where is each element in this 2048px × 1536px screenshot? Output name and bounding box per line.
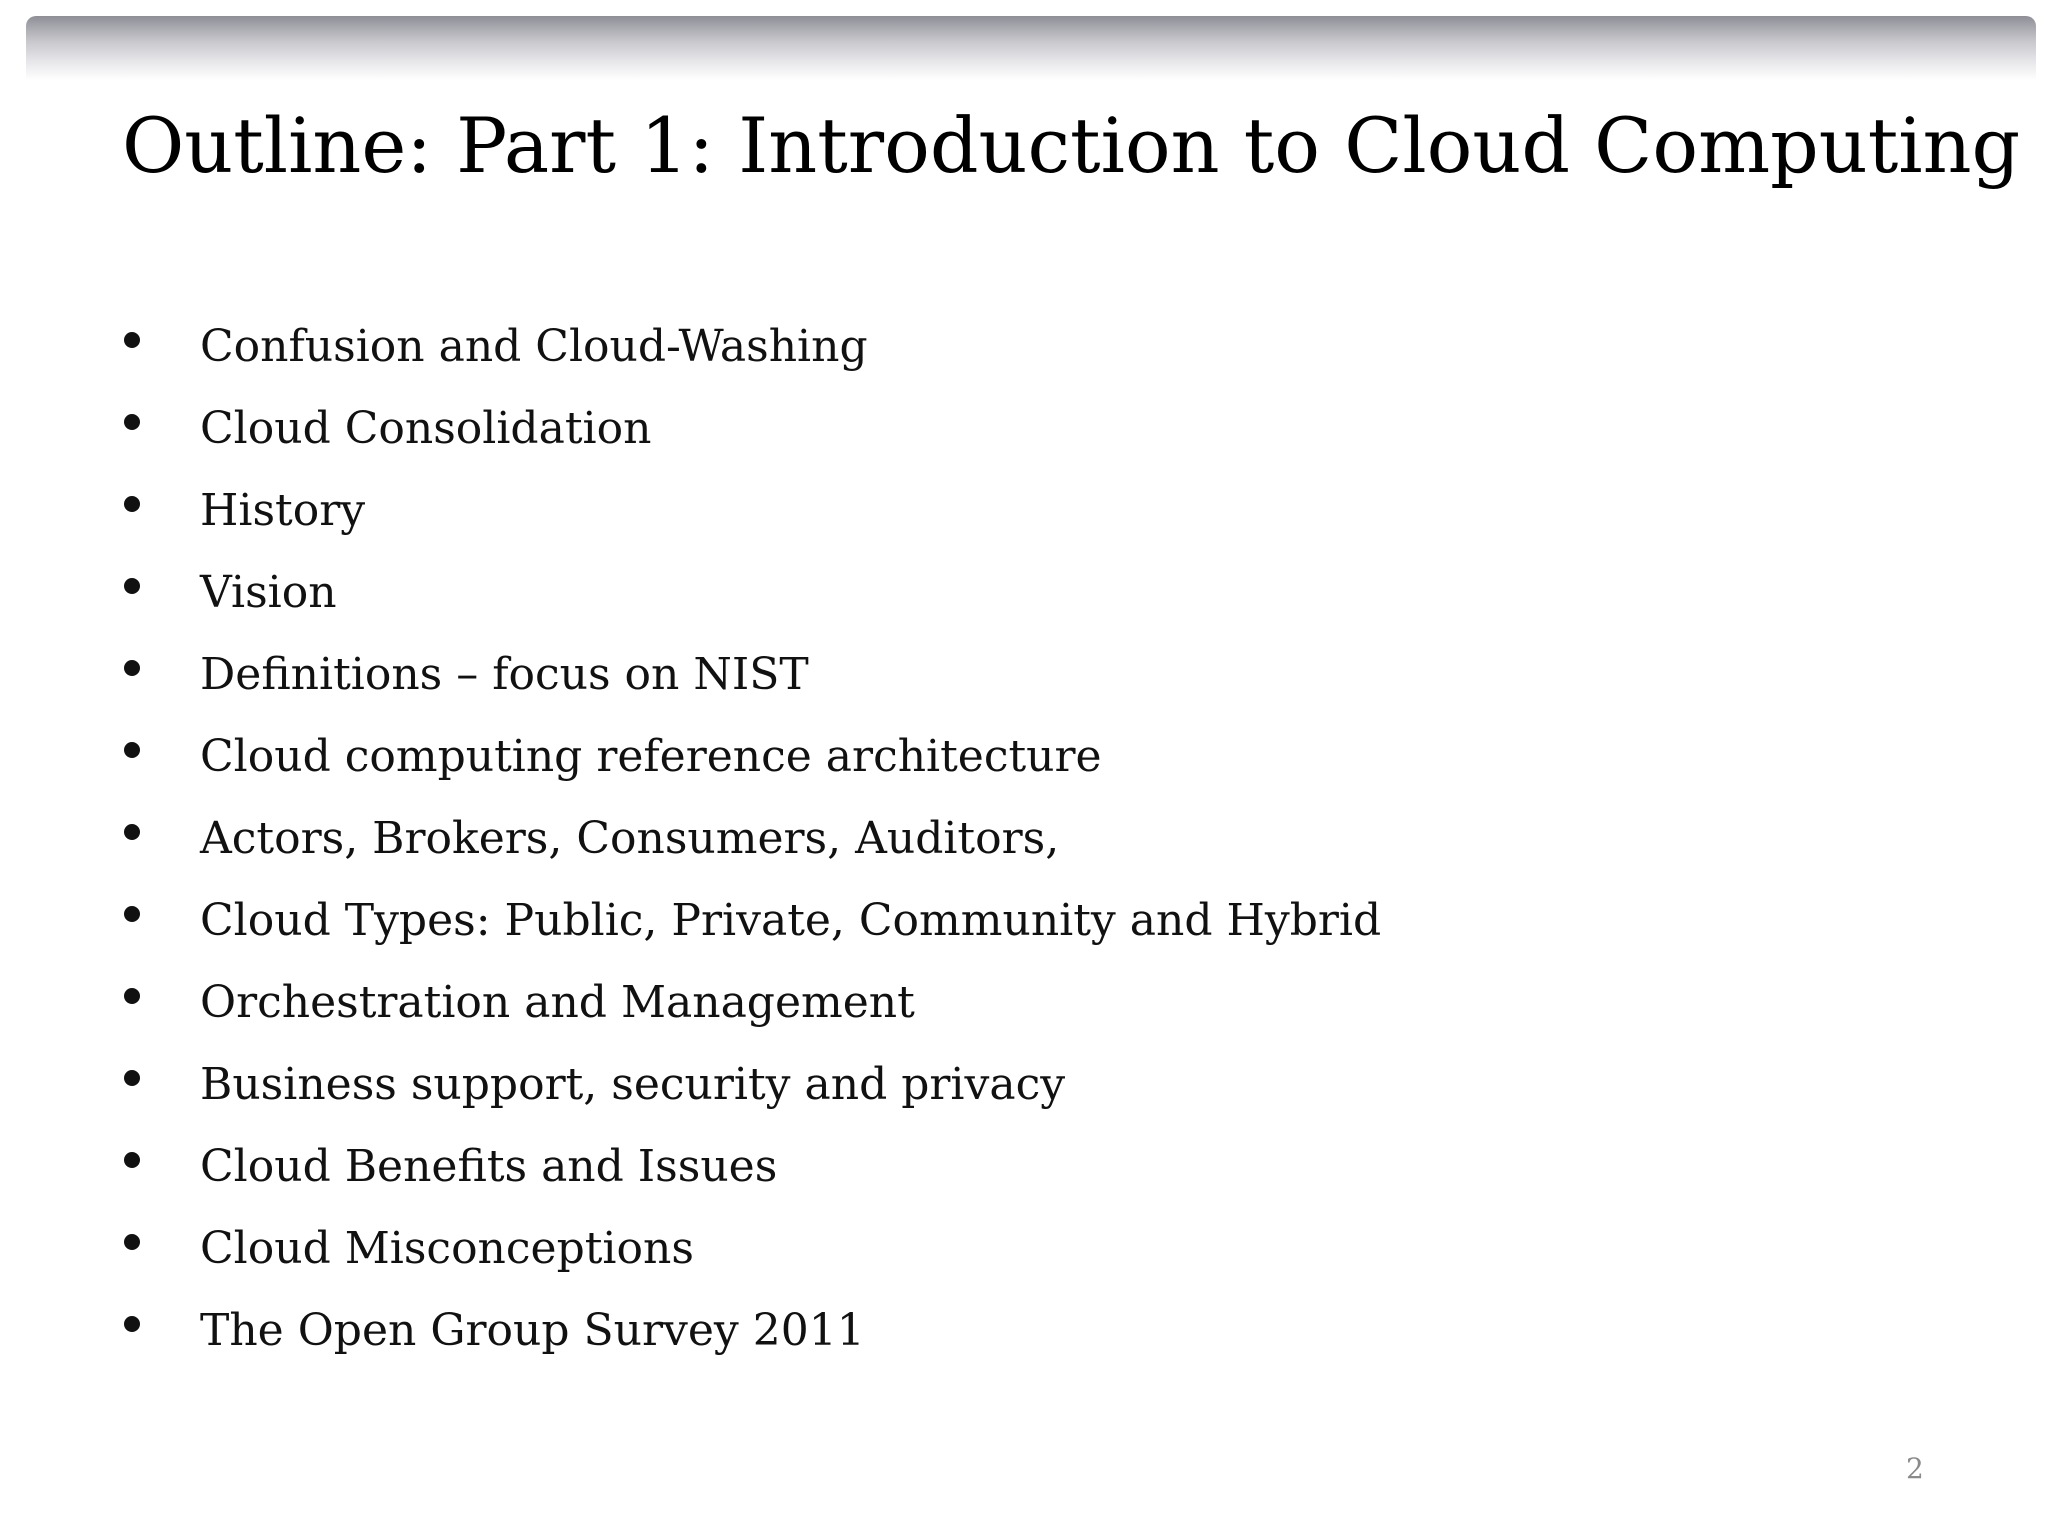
bullet-text: Cloud Consolidation xyxy=(200,403,652,454)
bullet-icon xyxy=(124,414,140,430)
header-bar xyxy=(26,16,2036,80)
bullet-icon xyxy=(124,906,140,922)
bullet-text: Cloud computing reference architecture xyxy=(200,731,1102,782)
bullet-icon xyxy=(124,660,140,676)
bullet-text: Definitions – focus on NIST xyxy=(200,649,809,700)
bullet-item xyxy=(0,470,1900,552)
bullet-item xyxy=(0,1044,1900,1126)
bullet-item xyxy=(0,388,1900,470)
bullet-icon xyxy=(124,332,140,348)
bullet-text: Orchestration and Management xyxy=(200,977,915,1028)
bullet-item xyxy=(0,798,1900,880)
bullet-text: Cloud Misconceptions xyxy=(200,1223,694,1274)
bullet-item xyxy=(0,880,1900,962)
bullet-icon xyxy=(124,1316,140,1332)
bullet-text: Business support, security and privacy xyxy=(200,1059,1066,1110)
bullet-text: Confusion and Cloud-Washing xyxy=(200,321,868,372)
bullet-icon xyxy=(124,1152,140,1168)
bullet-icon xyxy=(124,988,140,1004)
bullet-text: History xyxy=(200,485,366,536)
bullet-text: Actors, Brokers, Consumers, Auditors, xyxy=(200,813,1060,864)
slide-title: Outline: Part 1: Introduction to Cloud Computing xyxy=(122,101,2021,190)
bullet-item xyxy=(0,634,1900,716)
bullet-item xyxy=(0,1208,1900,1290)
bullet-item xyxy=(0,552,1900,634)
bullet-icon xyxy=(124,824,140,840)
bullet-text: Vision xyxy=(200,567,337,618)
bullet-icon xyxy=(124,1070,140,1086)
bullet-item xyxy=(0,306,1900,388)
bullet-icon xyxy=(124,496,140,512)
page-number: 2 xyxy=(1906,1452,1924,1485)
bullet-item xyxy=(0,962,1900,1044)
bullet-text: Cloud Types: Public, Private, Community and Hybrid xyxy=(200,895,1382,946)
bullet-icon xyxy=(124,1234,140,1250)
bullet-text: Cloud Benefits and Issues xyxy=(200,1141,778,1192)
bullet-icon xyxy=(124,578,140,594)
bullet-item xyxy=(0,716,1900,798)
bullet-item xyxy=(0,1290,1900,1372)
bullet-icon xyxy=(124,742,140,758)
bullet-text: The Open Group Survey 2011 xyxy=(200,1305,865,1356)
bullet-item xyxy=(0,1126,1900,1208)
